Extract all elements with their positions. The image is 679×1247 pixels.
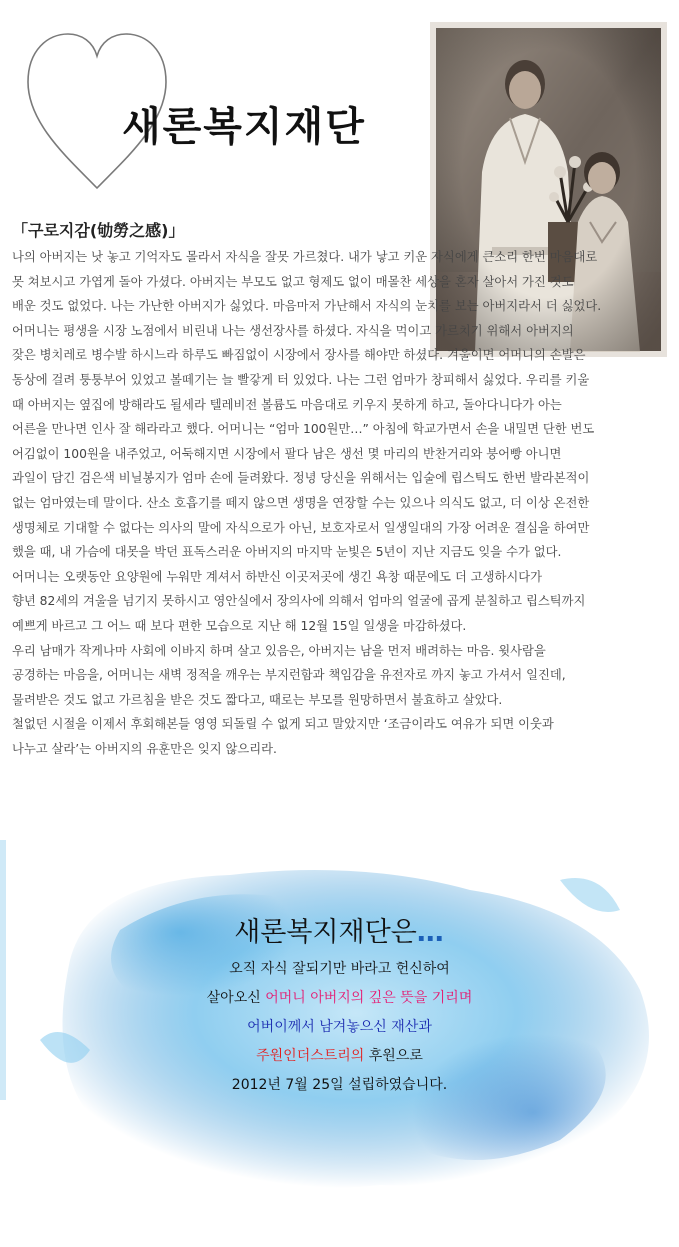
- foundation-section: [0, 840, 679, 1247]
- story-line: 했을 때, 내 가슴에 대못을 박던 표독스러운 아버지의 마지막 눈빛은 5년이 지난 지금도 잊을 수가 없다.: [12, 545, 562, 560]
- foundation-line-3: 어버이께서 남겨놓으신 재산과: [247, 1019, 432, 1035]
- story-line: 어머니는 오랫동안 요양원에 누워만 계셔서 하반신 이곳저곳에 생긴 욕창 때문에도 더 고생하시다가: [12, 569, 543, 584]
- story-line: 어머니는 평생을 시장 노점에서 비린내 나는 생선장사를 하셨다. 자식을 먹이고 가르치기 위해서 아버지의: [12, 323, 574, 338]
- title-dots: …: [416, 917, 445, 948]
- story-section: [12, 218, 670, 761]
- foundation-title: [0, 910, 679, 949]
- story-line: 물려받은 것도 없고 가르침을 받은 것도 짧다고, 때로는 부모를 원망하면서 불효하고 살았다.: [12, 692, 503, 707]
- foundation-title-text: 새론복지재단은: [234, 917, 417, 948]
- sponsor-name: 주원인더스트리의: [256, 1048, 365, 1064]
- story-line: 때 아버지는 옆집에 방해라도 될세라 텔레비전 볼륨도 마음대로 키우지 못하게 하고, 돌아다니다가 아는: [12, 397, 562, 412]
- story-line: 우리 남매가 작게나마 사회에 이바지 하며 살고 있음은, 아버지는 남을 먼저 배려하는 마음. 윗사람을: [12, 643, 546, 658]
- page-title: 새론복지재단: [122, 103, 366, 150]
- story-line: 잦은 병치레로 병수발 하시느라 하루도 빠짐없이 시장에서 장사를 해야만 하셨다. 겨울이면 어머니의 손발은: [12, 348, 586, 363]
- story-line: 배운 것도 없었다. 나는 가난한 아버지가 싫었다. 마음마저 가난해서 자식의 눈치를 보는 아버지라서 더 싫었다.: [12, 299, 602, 314]
- foundation-line-1: 오직 자식 잘되기만 바라고 헌신하여: [229, 961, 450, 977]
- line4-plain: 후원으로: [364, 1048, 423, 1064]
- story-line: 없는 엄마였는데 말이다. 산소 호흡기를 떼지 않으면 생명을 연장할 수는 있으나 의식도 없고, 더 이상 온전한: [12, 495, 590, 510]
- story-title: 「구로지감(劬勞之感)」: [12, 221, 185, 240]
- story-line: 못 쳐보시고 가엽게 돌아 가셨다. 아버지는 부모도 없고 형제도 없이 매몰찬 세상을 혼자 살아서 가진 것도: [12, 274, 574, 289]
- foundation-line-2: [0, 984, 679, 1013]
- foundation-text: [0, 910, 679, 1100]
- story-line: 생명체로 기대할 수 없다는 의사의 말에 자식으로가 아닌, 보호자로서 일생일대의 가장 어려운 결심을 하여만: [12, 520, 590, 535]
- line2-highlight: 어머니 아버지의 깊은 뜻을 기리며: [265, 990, 473, 1006]
- story-line: 동상에 걸려 퉁퉁부어 있었고 볼떼기는 늘 빨갛게 터 있었다. 나는 그런 엄마가 창피해서 싫었다. 우리를 키울: [12, 372, 590, 387]
- story-line: 과일이 담긴 검은색 비닐봉지가 엄마 손에 들려왔다. 정녕 당신을 위해서는 입술에 립스틱도 한번 발라본적이: [12, 471, 590, 486]
- story-line: 어김없이 100원을 내주었고, 어둑해지면 시장에서 팔다 남은 생선 몇 마리의 반찬거리와 붕어빵 아니면: [12, 446, 562, 461]
- story-line: 예쁘게 바르고 그 어느 때 보다 편한 모습으로 지난 해 12월 15일 일생을 마감하셨다.: [12, 618, 467, 633]
- foundation-line-5: 2012년 7월 25일 설립하였습니다.: [231, 1077, 448, 1093]
- foundation-line-4: [0, 1042, 679, 1071]
- story-line: 향년 82세의 겨울을 넘기지 못하시고 영안실에서 장의사에 의해서 엄마의 얼굴에 곱게 분칠하고 립스틱까지: [12, 594, 586, 609]
- story-line: 나누고 살라’는 아버지의 유훈만은 잊지 않으리라.: [12, 741, 277, 756]
- story-line: 철없던 시절을 이제서 후회해본들 영영 되돌릴 수 없게 되고 말았지만 ‘조금이라도 여유가 되면 이웃과: [12, 717, 554, 732]
- story-body: [12, 245, 670, 761]
- story-line: 공경하는 마음을, 어머니는 새벽 정적을 깨우는 부지런함과 책임감을 유전자로 까지 놓고 가셔서 일진데,: [12, 668, 566, 683]
- story-line: 어른을 만나면 인사 잘 해라라고 했다. 어머니는 “엄마 100원만…” 아침에 학교가면서 손을 내밀면 단한 번도: [12, 422, 595, 437]
- story-line: 나의 아버지는 낫 놓고 기억자도 몰라서 자식을 잘못 가르쳤다. 내가 낳고 키운 자식에게 큰소리 한번 마음대로: [12, 250, 598, 264]
- line2-plain: 살아오신: [206, 990, 266, 1006]
